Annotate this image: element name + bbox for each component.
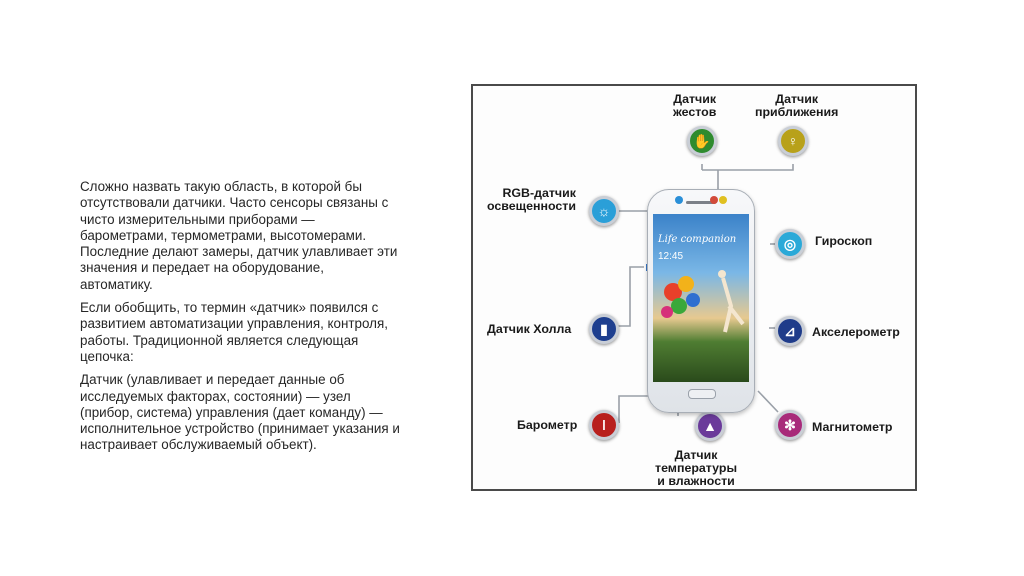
label-accel: Акселерометр (812, 325, 900, 339)
label-baro: Барометр (517, 418, 578, 432)
connector-hall (618, 267, 644, 326)
hand-icon: ✋ (687, 126, 717, 156)
front-sensor-yellow (719, 196, 727, 204)
label-hall: Датчик Холла (487, 322, 572, 336)
paragraph-3: Датчик (улавливает и передает данные об исследуемых факторах, состоянии) — узел (прибор, система) управления (дает команду) — исполнительное устройство (принимает указания и настраивает обслуживаемый объект). (80, 372, 400, 453)
screen-artwork (653, 214, 749, 382)
gyroscope-icon: ◎ (775, 229, 805, 259)
connector-gesture-proximity (702, 164, 793, 190)
thermometer-icon: ǀ (589, 410, 619, 440)
label-gesture: Датчик жестов (673, 92, 717, 119)
lightbulb-icon: ☼ (589, 196, 619, 226)
front-sensor-red (710, 196, 718, 204)
label-temp: Датчик температуры и влажности (655, 448, 738, 488)
accelerometer-icon: ⊿ (775, 316, 805, 346)
phone-illustration (647, 189, 755, 413)
phone-screen (653, 214, 749, 382)
text-column (80, 179, 400, 461)
screen-time: 12:45 (658, 251, 684, 262)
label-proximity: Датчик приближения (755, 92, 839, 119)
paragraph-1: Сложно назвать такую область, в которой бы отсутствовали датчики. Часто сенсоры связаны с чисто измерительными приборами — барометрами, термометрами, высотомерами. Последние делают замеры, датчик улавливает эти значения и передает на оборудование, автоматику. (80, 179, 398, 292)
front-sensor-blue (675, 196, 683, 204)
label-rgb: RGB-датчик освещенности (487, 186, 576, 213)
bulb-icon: ♀ (778, 126, 808, 156)
screen-slogan: Life companion (658, 234, 737, 245)
snowflake-icon: ✻ (775, 410, 805, 440)
connector-magnet (758, 391, 778, 412)
phone-home-button (688, 389, 716, 399)
mountain-icon: ▲ (695, 411, 725, 441)
paragraph-2: Если обобщить, то термин «датчик» появился с развитием автоматизации управления, контроля, работы. Традиционной является следующая цепочка: (80, 300, 388, 364)
magnet-block-icon: ▮ (589, 314, 619, 344)
label-gyro: Гироскоп (815, 234, 873, 248)
sensors-figure (471, 84, 917, 491)
label-magnet: Магнитометр (812, 420, 893, 434)
